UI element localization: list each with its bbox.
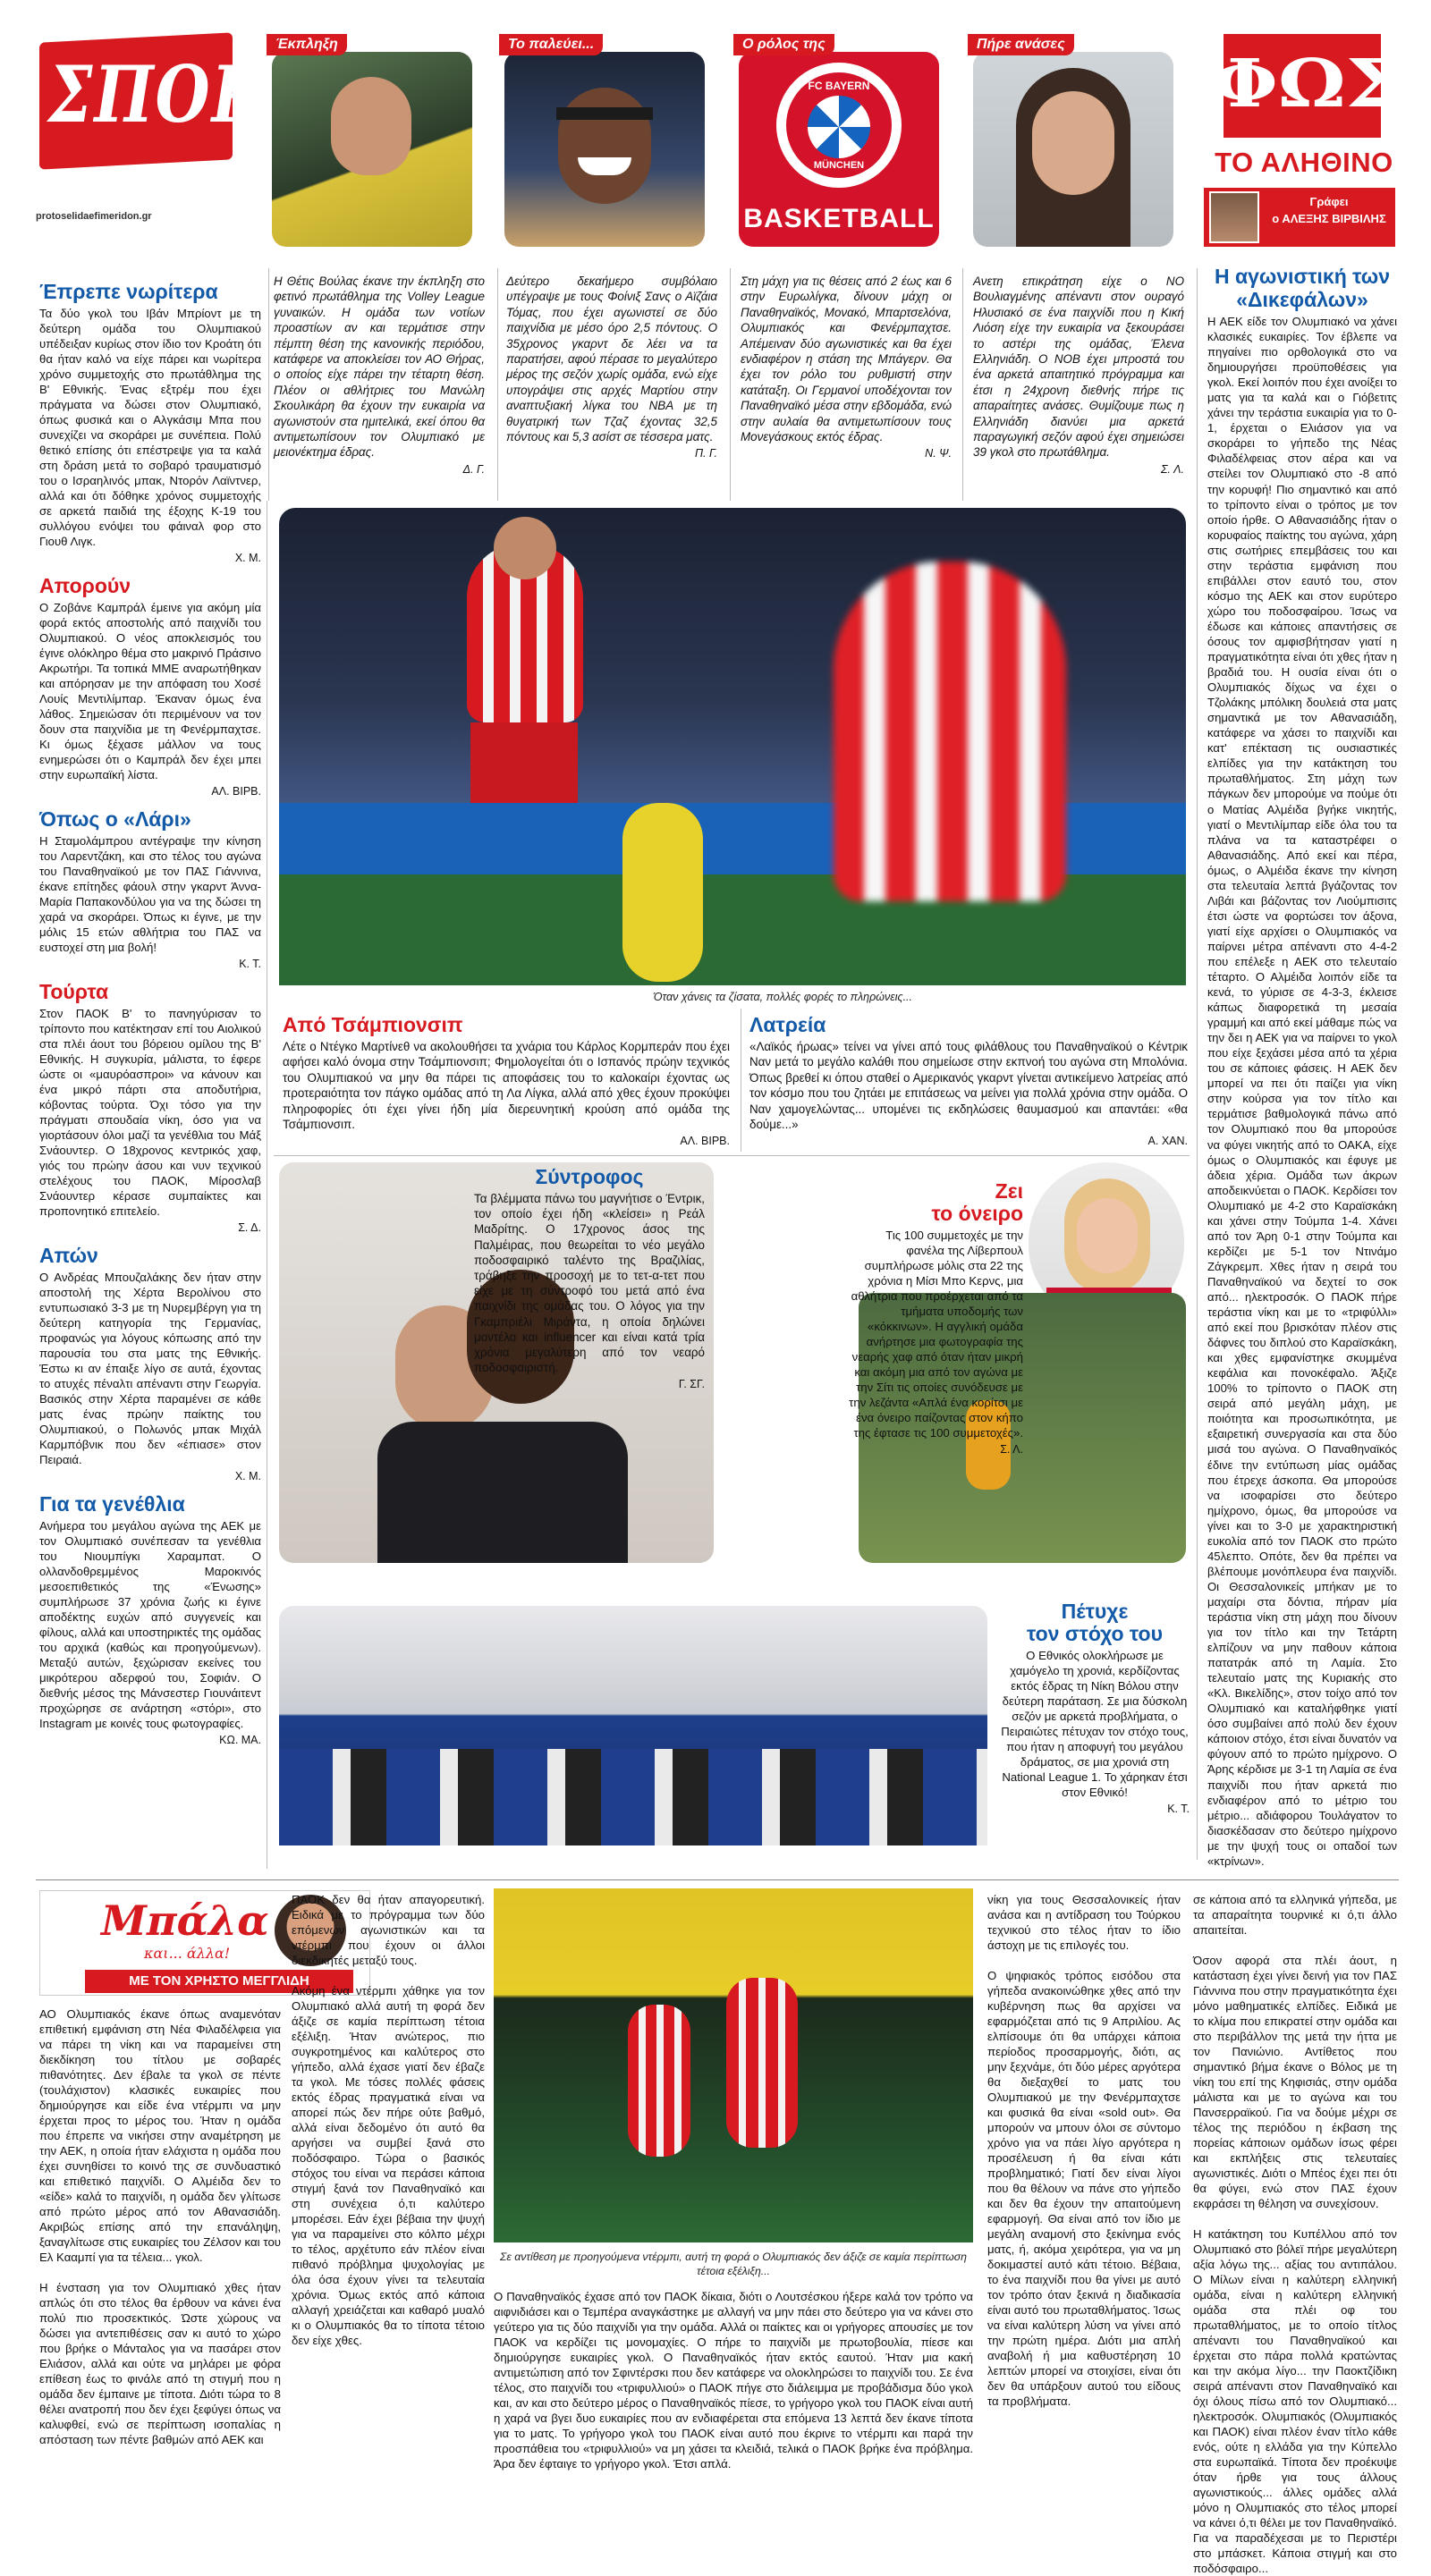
story-body: Τις 100 συμμετοχές με την φανέλα της Λίβερπουλ συμπλήρωσε μόλις στα 22 της χρόνια η Μίσι Μπο Κερνς, μια αθλήτρια που προέρχεται από τα τμήματα υποδομής των «κόκκινων». Η αγγλική ομάδα ανήρτησε μια φωτογραφία της νεαρής χαφ από όταν ήταν μικρή και ακόμη μια από τον αγώνα με την Σίτι τις οποίες συνόδευσε με την λεζάντα «Απλά ένα κορίτσι με ένα όνειρο παίζοντας στον κήπο της έφτασε τις 100 συμμετοχές». xyxy=(849,1229,1023,1440)
olympiacos-player-photo xyxy=(279,508,1186,985)
story-signature: Σ. Λ. xyxy=(1160,462,1184,476)
story-body: «Λαϊκός ήρωας» τείνει να γίνει από τους φιλάθλους του Παναθηναϊκού ο Κέντρικ Ναν μετά το μεγάλο καλάθι που σημείωσε στην εκπνοή του αγώνα στη Μπολόνια. Όπως βρεθεί κι όπου σταθεί ο Αμερικανός γκαρντ γίνεται αντικείμενο λατρείας από τον κόσμο που του ζητάει με επιτάσεως να μείνει για πολλά χρόνια στην ομάδα. Ο Ναν χαμογελώντας... υπομένει τις εκδηλώσεις θαυμασμού και απαντάει: «θα δούμε...» xyxy=(749,1040,1188,1132)
right-column-story xyxy=(1207,265,1397,1869)
story-body: Η ΑΕΚ είδε τον Ολυμπιακό να χάνει κλασικές ευκαιρίες. Τον έβλεπε να πηγαίνει πιο ορθολογικά στο να δημιουργήσει προϋποθέσεις για γκολ. Εκεί λοιπόν που έχει ανοίξει το ματς για τα καλά και ο Γιόβετιτς χάνει την τεράστια ευκαιρία για το 0-1, έρχεται ο Ελιάσον για να σκοράρει το γήπεδο της Νέας Φιλαδέλφειας στον αέρα και να στείλει τον Ολυμπιακό στο -8 από την κορυφή! Πιο σημαντικό και από το τρίποντο είναι ο τρόπος με τον οποίο ήρθε. Ο Αθανασιάδης ήταν ο κορυφαίος παίκτης του αγώνα, χάρη στις σωτήριες επεμβάσεις του και στην τεράστια εμφάνιση που επιβάλλει στον εαυτό του, στον κόσμο της ΑΕΚ και στον ευρύτερο χώρο του ποδοσφαίρου. Ίσως να έδωσε και κάποιες απαντήσεις σε όσους τον αμφισβήτησαν γιατί η πραγματικότητα είναι ότι χθες ήταν η βραδιά του. Η ουσία είναι ότι ο Ολυμπιακός δίχως να έχει ο Τζολάκης μπόλικη δουλειά στα ματς σημαντικά με τον Αθανασιάδη, κατάφερε να χάσει το παιχνίδι και κατ' επέκταση τις ουσιαστικές ελπίδες για την κατάκτηση του πρωταθλήματος. Στη μάχη των πάγκων δεν μπορούμε να πούμε ότι ο Ματίας Αλμέιδα βγήκε νικητής, γιατί ο Μεντιλίμπαρ είδε όλα του τα πλάνα να τα καταστρέφει ο Αθανασιάδης. Από εκεί και πέρα, όμως, ο Αλμέιδα έκανε την κίνηση στα τελευταία λεπτά βγάζοντας τον Λιβάι και βάζοντας τον Λιούμπισιτς έτσι ώστε να φορτώσει τον άξονα, γιατί είχε αρχίσει ο Ολυμπιακός να παίρνει μέτρα απέναντι στο 4-4-2 που επέλεξε η ΑΕΚ στο τελευταίο τέταρτο. Ο Αλμέιδα λοιπόν είδε τα κενά, το γύρισε σε 4-3-3, έκλεισε κάπως διαφορετικά τη μεσαία γραμμή και από εκεί μάθαμε πώς να την δει η ΑΕΚ για να παίρνει το γκολ που είχε ξεχάσει μέσα από τα χέρια του σε κάποιες φάσεις. Η ΑΕΚ δεν μπορεί να πει ότι παίζει για νίκη στην κούρσα για τον τίτλο και τερμάτισε βαθμολογικά πάνω από τον Ολυμπιακό που θα μπορούσε να φύγει νικητής από το ΟΑΚΑ, είχε όμως ο Ολυμπιακός και έφυγε με άδεια χέρια. Ομάδα των άκρων αποδεικνύεται ο ΠΑΟΚ. Κερδίσει τον Ολυμπιακό με 4-2 στο Καραϊσκάκη και χάνει στην Τούμπα 1-4. Χάνει από τον Άρη 0-1 στην Τούμπα και κερδίζει με 5-1 τον Ντινάμο Ζάγκρεμπ. Χθες ήταν η σειρά του Παναθηναϊκού να δεχτεί το σοκ από... ηλεκτροσόκ. Ο ΠΑΟΚ πήρε τεράστια νίκη και με το «τριφύλλι» από εκεί που βρισκόταν πλέον στις δάφνες του διπλού στο Καραϊσκάκη, και χθες εμφανίστηκε σκυμμένα κεφάλια και πονοκέφαλο. Άξιζε 100% το τρίποντο ο ΠΑΟΚ στη σειρά από μεγάλη μάχη, με ποιότητα και προσωπικότητα, με εξαιρετική συνεργασία και στα δύο μισά του αγώνα. Ο Παναθηναϊκός έδινε την εντύπωση μίας ομάδας που έτρεχε άσκοπα. Θα μπορούσε να ισοφαρίσει στο δεύτερο ημίχρονο, όμως, θα μπορούσε να γίνει και το 3-0 με χαρακτηριστική ευκολία από τον ΠΑΟΚ στο πρώτο 45λεπτο. Οπότε, δεν θα πρέπει να βλέπουμε μονόπλευρα ένα παιχνίδι. Οι Θεσσαλονικείς μπήκαν με το μαχαίρι στα δόντια, πήραν μία τεράστια νίκη στη μάχη που δίνουν για τον τίτλο και την Τετάρτη ελπίζουν να μην παθουν κάποια πατατράκ από τη Λαμία. Στο τελευταίο ματς της Κυριακής στο «Κλ. Βικελίδης», στον τοίχο από τον Ολυμπιακό και καταλήφθηκε γιατί όσο συμβαίνει από πολύ δεν έχουν κάποιον στόχο, έτσι είναι δυνατόν να φύγουν από το πρώτο ημίχρονο. Ο Άρης κέρδισε με 3-1 τη Λαμία σε ένα παιχνίδι που ήταν αρκετά πιο ενδιαφέρον από το μέτριο του μέτριο... αδιάφορου Τουλάγατον το διασκέδασαν στο δεύτερο ημίχρονο με την ψυχή τους οι οπαδοί των «κτρίνων». xyxy=(1207,315,1397,1868)
brief-4 xyxy=(39,981,261,1236)
bottom-col-3 xyxy=(494,2289,973,2470)
columnist-box xyxy=(1204,188,1395,247)
story-title-2: τον στόχο του xyxy=(1027,1622,1163,1645)
basketball-label: BASKETBALL xyxy=(743,204,935,233)
story-title: Από Τσάμπιονσιπ xyxy=(283,1013,463,1036)
source-url: protoselidaefimeridon.gr xyxy=(36,211,152,222)
story-syntrofos xyxy=(474,1166,705,1393)
brief-signature: Χ. Μ. xyxy=(234,1470,261,1482)
brief-body: Ο Ζοβάνε Καμπράλ έμεινε για ακόμη μία φορά εκτός αποστολής από παιχνίδι του Ολυμπιακού. Ο νέος αποκλεισμός του έγινε ολόκληρο θέμα στο μακρινό Πράσινο Ακρωτήρι. Τα τοπικά ΜΜΕ αναρωτήθηκαν και απόρησαν με την απόφαση του Χοσέ Λουίς Μεντιλίμπαρ. Έκαναν όμως ένα λάθος. Σημειώσαν ότι περιμένουν να τον δουν στα παιχνίδια με τη Φενέρμπαχτσε. Κι όμως ξέχασε μάλλον να τους ενημερώσει ότι ο Καμπράλ δεν έχει μπει στην ευρωπαϊκή λίστα. xyxy=(39,601,261,781)
top-story-3 xyxy=(741,274,952,462)
brief-5 xyxy=(39,1245,261,1484)
top-card-1 xyxy=(267,34,485,263)
story-petyxe xyxy=(1000,1600,1190,1817)
bottom-col-2 xyxy=(292,1892,485,2348)
brief-signature: ΑΛ. ΒΙΡΒ. xyxy=(211,785,261,798)
brief-title: Απών xyxy=(39,1244,98,1267)
story-signature: Ν. Ψ. xyxy=(925,447,952,460)
fos-subtitle: ΤΟ ΑΛΗΘΙΝΟ xyxy=(1215,147,1393,178)
big-photo-caption: Όταν χάνεις τα ζίσατα, πολλές φορές το πληρώνεις... xyxy=(653,991,912,1003)
brief-signature: ΚΩ. ΜΑ. xyxy=(219,1734,261,1746)
column-body: ΑΟ Ολυμπιακός έκανε όπως αναμενόταν επιθετική εμφάνιση στη Νέα Φιλαδέλφεια για να πάρει τη νίκη και να παραμείνει στη διεκδίκηση του τίτλου με σοβαρές πιθανότητες. Δεν έβαλε τα γκολ σε πέντε (τουλάχιστον) κλασικές ευκαιρίες που δημιούργησε και είδε ένα ντέρμπι να μην έρχεται προς το μέρος του. Ήταν η ομάδα που έπρεπε να νικήσει στην αναμέτρηση με την ΑΕΚ, η οποία ήταν ελάχιστα η ομάδα που έχει συνηθίσει το κοινό της σε συνδυαστικό και επιθετικό παιχνίδι. Ο Αλμέιδα δεν το «είδε» καλά το παιχνίδι, η ομάδα δεν γλίτωσε από πρώτο μέρος από τον Αθανασιάδη. Ακριβώς επίσης από την επανάληψη, ξαναγλίτωσε στις ευκαιρίες του Ζέλσον και του Ελ Κααμπί για τα τέλεια... γκολ. Η ένσταση για τον Ολυμπιακό χθες ήταν απλώς ότι στο τέλος θα έρθουν να κάνει ένα πολύ πιο προσεκτικός. Ώστε χώρους να δώσει για αντεπιθέσεις σαν κι αυτό το χώρο που βρήκε ο Μάνταλος για να πασάρει στον Ελιάσον, αλλά και ούτε να μηλάρει με φόρα επίθεση έως το φινάλε από τη στιγμή που η ομάδα δεν έμπαινε με τίποτα. Διότι τώρα το 8 θέλει ανατροπή που δεν έχει ξεφύγει όπως να καλυφθεί, ενώ σε περίπτωση ισοπαλίας η απόσταση των πέντε βαθμών από ΑΕΚ και xyxy=(39,2007,281,2446)
section-title: ΣΠΟΡ xyxy=(48,47,261,141)
top-card-2 xyxy=(499,34,717,263)
story-title-1: Ζει xyxy=(995,1179,1023,1203)
brief-title: Τούρτα xyxy=(39,980,109,1003)
brief-1 xyxy=(39,281,261,566)
story-body: Ανετη επικράτηση είχε ο ΝΟ Βουλιαγμένης απέναντι στον ουραγό Ηλυσιακό σε ένα παιχνίδι που η Κική Λιόση είχε την ευκαιρία να ξεκουράσει το αστέρι της ομάδας, Έλενα Ελληνιάδη. Ο ΝΟΒ έχει μπροστά του ένα αρκετά απαιτητικό πρόγραμμα και έτσι η 24χρονη διεθνής πήρε τις απαραίτητες ανάσες. Θυμίζουμε πως η Ελληνιάδη διανύει μια αρκετά παραγωγική σεζόν αφού έχει σημειώσει 39 γκολ στο πρωτάθλημα. xyxy=(973,274,1184,460)
brief-title: Έπρεπε νωρίτερα xyxy=(39,280,218,303)
story-body: Λέτε ο Ντέγκο Μαρτίνεθ να ακολουθήσει τα χνάρια του Κάρλος Κορμπεράν που έχει αφήσει καλό όνομα στην Τσάμπιονσιπ; Φημολογείται ότι ο Ισπανός πρώην τεχνικός του Ολυμπιακού να μην θα πάρει τις αποφάσεις του το καλοκαίρι έχοντας ως προτεραιότητα τον πάγκο ομάδας από τη Λα Λίγκα, αλλά από χθες έχουν προκύψει πληροφορίες ότι έχει γίνει ήδη μία διερευνητική κρούση από ομάδα της Τσάμπιονσιπ. xyxy=(283,1040,730,1132)
story-signature: Γ. ΣΓ. xyxy=(678,1378,705,1391)
column-body: νίκη για τους Θεσσαλονικείς ήταν ανάσα και η αντίδραση του Τούρκου τεχνικού στο τέλος ήταν το ίδιο άστοχη με τις επιλογές του. Ο ψηφιακός τρόπος εισόδου στα γήπεδα ανακοινώθηκε χθες από την κυβέρνηση πως θα αρχίσει να εφαρμόζεται από τις 9 Απριλίου. Ας ελπίσουμε ότι θα υπάρχει κάποια περίοδος προσαρμογής, διότι, ας μην ξεχνάμε, ότι δύο μέρες αργότερα θα διεξαχθεί το ματς του Ολυμπιακού με την Φενέρμπαχτσε και φυσικά θα είναι «sold out». Θα μπορούν να μπουν όλοι σε σύντομο χρόνο για να πάει λίγο αργότερα η προσέλευση ή θα είναι κάτι προβληματικό; Γιατί δεν είναι λίγοι που θα θέλουν να πάνε στο γήπεδο και δεν θα έχουν την απαιτούμενη εφαρμογή. Θα είναι από τον ίδιο με μεγάλη αναμονή στο ξεκίνημα ενός ματς, ή, ακόμα χειρότερα, για να μη δοκιμαστεί αυτό κάτι τέτοιο. Βέβαια, το ένα παιχνίδι που θα γίνει με αυτό τον τρόπο όταν ξεκινά η διαδικασία είναι αυτό του πρωταθλήματος. Ίσως να είναι καλύτερη λύση να γίνει από την πρώτη ημέρα. Διότι μια απλή αναβολή ή μια καθυστέρηση 10 λεπτών μπορεί να στοιχίσει, είναι ότι δεν θα υπάρξουν αυτού του είδους τα προβλήματα. xyxy=(987,1893,1181,2408)
fos-title: ΦΩΣ xyxy=(1211,46,1400,122)
column-body: Ο Παναθηναϊκός έχασε από τον ΠΑΟΚ δίκαια, διότι ο Λουτσέσκου ήξερε καλά τον τρόπο να αιφνιδιάσει και ο Τεμπέρα αναγκάστηκε με αλλαγή να μην πάει στο δεύτερο για να κάνει στο γεύτερο για τις δύο παιχνίδι για την ομάδα. Αλλά οι παίκτες και οι γρήγορες απουσίες με τον ΠΑΟΚ να κερδίζει τις μονομαχίες. Ο πήρε το παιχνίδι με πρωτοβουλία, πίεσε και δημιούργησε ευκαιρίες γκολ. Ο Παναθηναϊκός ήταν εκτός εαυτού. Ήταν μια κακή αντιμετώπιση από τον Σφιντέρσκι που δεν κατάφερε να ολοκληρώσει το παιχνίδι του. Σε ένα τέλος, στο παιχνίδι του «τριφυλλιού» ο ΠΑΟΚ πήγε στο διάλειμμα με προβάδισμα δύο γκολ και, αν και στο δεύτερο μέρος ο Παναθηναϊκός πίεσε, το γρήγορο γκολ του ΠΑΟΚ είναι αυτή η χαρά να βγει δυο ευκαιρίες που αν ενδιαφέρεται στα επόμενα 13 λεπτά δεν έκανε τίποτα για το ματς. Το γρήγορο γκολ του ΠΑΟΚ είναι αυτό που έκρινε το ντέρμπι και παρά την προσπάθεια του «τριφυλλιού» να μη χάσει τα κλειδιά, τελικά ο ΠΑΟΚ βρήκε ένα πρόβλημα. Άρα δεν έφταιγε το γρήγορο γκολ. Έτσι απλά. xyxy=(494,2290,973,2470)
top-card-3 xyxy=(733,34,952,263)
story-signature: Α. ΧΑΝ. xyxy=(1147,1135,1188,1148)
story-apo-tsampionsip xyxy=(283,1014,730,1150)
card-tag: Το παλεύει... xyxy=(499,34,603,55)
team-celebration-photo xyxy=(279,1606,987,1845)
card-tag: Ο ρόλος της xyxy=(733,34,834,55)
card-tag: Πήρε ανάσες xyxy=(968,34,1074,55)
bayern-logo-panel xyxy=(739,52,939,247)
story-signature: Σ. Λ. xyxy=(1000,1443,1023,1456)
brief-signature: Χ. Μ. xyxy=(234,552,261,564)
mpala-byline: ΜΕ ΤΟΝ ΧΡΗΣΤΟ ΜΕΓΓΛΙΔΗ xyxy=(85,1970,353,1993)
byline-name: ο ΑΛΕΞΗΣ ΒΙΡΒΙΛΗΣ xyxy=(1272,212,1386,225)
left-column xyxy=(39,281,261,1748)
top-story-4 xyxy=(973,274,1184,477)
story-zei xyxy=(844,1180,1023,1457)
top-story-2 xyxy=(506,274,717,462)
brief-body: Στον ΠΑΟΚ Β' το πανηγύρισαν το τρίποντο που κατέκτησαν επί του Αιολικού στα πλέι άουτ του βόρειου ομίλου της Β' Εθνικής. Η συγκυρία, μάλιστα, το έφερε ώστε οι «μαυρόασπροι» να κάνουν και ένα μικρό πάρτι στα αποδυτήρια, κόβοντας τούρτα. Όχι τόσο για την πράγματι σπουδαία νίκη, όσο για να γιορτάσουν όλοι μαζί τα γενέθλια του Μάξ Σνάουντερ. Ο 18χρονος κεντρικός χαφ, γιός του πρώην άσου και νυν τεχνικού στελέχους του ΠΑΟΚ, Μίροσλαβ Σνάουντερ κέρασε συμπαίκτες και προπονητικό επιτελείο. xyxy=(39,1007,261,1218)
brief-signature: Κ. Τ. xyxy=(239,958,261,970)
brief-signature: Σ. Δ. xyxy=(238,1221,261,1234)
story-title: Σύντροφος xyxy=(535,1165,644,1188)
story-body: Τα βλέμματα πάνω του μαγνήτισε ο Έντρικ, τον οποίο έχει ήδη «κλείσει» η Ρεάλ Μαδρίτης. Ο 17χρονος άσος της Παλμέιρας, που θεωρείται το νέο μεγάλο ποδοσφαιρικό ταλέντο της Βραζιλίας, τράβηξε την προσοχή με το τετ-α-τετ που είχε με τη σύντροφό του μετά από ένα παιχνίδι της ομάδας του. Ο λόγος για την Γκαμπριέλι Μιράντα, η οποία δηλώνει μοντέλο και influencer και είναι κατά τρία χρόνια μεγαλύτερη από τον νεαρό ποδοσφαιριστή. xyxy=(474,1192,705,1375)
bayern-crest-icon xyxy=(776,63,902,188)
crest-text-bottom: MÜNCHEN xyxy=(813,160,865,171)
bottom-col-5 xyxy=(1193,1892,1397,2575)
story-signature: Π. Γ. xyxy=(694,447,717,460)
top-story-1 xyxy=(274,274,485,477)
mpala-logo-sub: και... άλλα! xyxy=(144,1945,231,1962)
story-title: Η αγωνιστική των «Δικεφάλων» xyxy=(1214,265,1391,311)
story-body: Στη μάχη για τις θέσεις από 2 έως και 6 στην Ευρωλίγκα, δίνουν μάχη οι Παναθηναϊκός, Μονακό, Μπαρτσελόνα, Ολυμπιακός και Φενέρμπαχτσε. Απέμειναν δύο αγωνιστικές και θα έχει ενδιαφέρον η στάση της Μπάγερν. Θα έχει τον ρόλο του ρυθμιστή στην κατάταξη. Οι Γερμανοί υποδέχονται τον Παναθηναϊκό μέσα στην εβδομάδα, ενώ στην αυλαία θα αντιμετωπίσουν τους Μονεγάσκους εκτός έδρας. xyxy=(741,274,952,444)
brief-title: Όπως ο «Λάρι» xyxy=(39,807,191,831)
story-body: Δεύτερο δεκαήμερο συμβόλαιο υπέγραψε με τους Φοίνιξ Σανς ο Αϊζάια Τόμας, που έχει αγωνιστεί σε δύο παιχνίδια με μέσο όρο 2,5 πόντους. Ο 35χρονος γκαρντ δε λέει να τα παρατήσει, αφού πέρασε το μεγαλύτερο μέρος της σεζόν χωρίς ομάδα, ενώ είχε υπογράψει στις αρχές Μαρτίου στην αναπτυξιακή λίγκα του NBA με τη θυγατρική των Τζαζ έχοντας 32,5 πόντους και 5,3 ασίστ σε τέσσερα ματς. xyxy=(506,274,717,444)
byline-prefix: Γράφει xyxy=(1309,195,1349,208)
brief-body: Η Σταμολάμπρου αντέγραψε την κίνηση του Λαρεντζάκη, και στο τέλος του αγώνα του Παναθηναϊκού με τον ΠΑΣ Γιάννινα, έκανε επίτηδες φάουλ στην γκαρντ Άννα-Μαρία Παπακονδύλου για να της δώσει τη χαρά να σκοράρει. Όπως κι έγινε, με την μόλις 15 ετών αθλήτρια του ΠΑΣ να ευστοχεί στη μια βολή! xyxy=(39,834,261,954)
athlete-portrait-photo xyxy=(973,52,1173,247)
brief-6 xyxy=(39,1493,261,1748)
story-latreia xyxy=(749,1014,1188,1150)
story-title-2: το όνειρο xyxy=(931,1202,1023,1225)
coach-portrait-photo xyxy=(272,52,472,247)
brief-3 xyxy=(39,808,261,972)
story-body: Η Θέτις Βούλας έκανε την έκπληξη στο φετινό πρωτάθλημα της Volley League γυναικών. Η ομάδα των νοτίων προαστίων αν και τερμάτισε στην πέμπτη θέση της κανονικής περιόδου, κατάφερε να αποκλείσει τον ΑΟ Θήρας, ο οποίος είχε πάρει την τέταρτη θέση. Πλέον οι αθλήτριες του Μανώλη Σκουλικάρη θα έχουν την ευκαιρία να αγωνιστούν στα ημιτελικά, εκεί όπου θα αντιμετωπίσουν τον Ολυμπιακό με μειονέκτημα έδρας. xyxy=(274,274,485,460)
bottom-col-1 xyxy=(39,2006,281,2447)
brief-2 xyxy=(39,575,261,799)
derby-photo-caption: Σε αντίθεση με προηγούμενα ντέρμπι, αυτή τη φορά ο Ολυμπιακός δεν άξιζε σε καμία περίπτωση τέτοια εξέλιξη... xyxy=(500,2251,967,2277)
brief-body: Τα δύο γκολ του Ιβάν Μπρίοντ με τη δεύτερη ομάδα του Ολυμπιακού υπέδειξαν κυρίως στον ίδιο τον Κροάτη ότι θα ήταν καλό να είχε πάρει και νωρίτερα χρόνο συμμετοχής στο πρωτάθλημα της Β' Εθνικής. Ένας εξτρέμ που έχει πράγματα να δώσει στον Ολυμπιακό, όπως φυσικά και ο Αλγκάσιμ Μπα που συνεχίζει να σκοράρει με συνέπεια. Πολύ θετικό επίσης ότι επέστρεψε για τα καλά στη δράση μετά το σοβαρό τραυματισμό του ο Ισραηλινός μπακ, Ντορόν Λαϊντνερ, αλλά και ότι δόθηκε χρόνος συμμετοχής σε αρκετά παιδιά της έξοχης Κ-19 του συλλόγου ενόψει του φάιναλ φορ στο Γιουθ Λιγκ. xyxy=(39,307,261,548)
story-body: Ο Εθνικός ολοκλήρωσε με χαμόγελο τη χρονιά, κερδίζοντας εκτός έδρας τη Νίκη Βόλου στην δεύτερη παράταση. Σε μια δύσκολη σεζόν με αρκετά προβλήματα, ο Πειραιώτες πέτυχαν τον στόχο τους, που ήταν η αποφυγή του μεγάλου δράματος, σε μια χρονιά στη National League 1. Το χάρηκαν έτσι στον Εθνικό! xyxy=(1001,1649,1189,1799)
fos-logo xyxy=(1211,34,1400,138)
columnist-avatar xyxy=(1209,191,1259,243)
sports-section-logo xyxy=(39,32,261,169)
top-card-4 xyxy=(968,34,1186,263)
story-title: Λατρεία xyxy=(749,1013,826,1036)
column-body: σε κάποια από τα ελληνικά γήπεδα, με τα απαραίτητα τουρνικέ κι ό,τι άλλο απαιτείται. Όσον αφορά στα πλέι άουτ, η κατάσταση έχει γίνει δεινή για τον ΠΑΣ Γιάννινα που στην πραγματικότητα έχει μόνο μαθηματικές ελπίδες. Ειδικά με το κλίμα που επικρατεί στην ομάδα και στο περιβάλλον της μετά την ήττα με τον Πανιώνιο. Αντίθετος που σημαντικό βήμα έκανε ο Βόλος με τη νίκη του επί της Κηφισιάς, στην ομάδα μάλιστα και με το αγώνα και του Πανσερραϊκού. Για να δούμε μέχρι σε τέλος της περιόδου η έκβαση της πορείας κάποιων ομάδων ίσως φέρει και εκπλήξεις στις τελευταίες αγωνιστικές. Διότι ο Μπέος έχει πει ότι θα φύγει, ενώ στον ΠΑΣ έχουν εκφράσει τη θέληση να συνεχίσουν. Η κατάκτηση του Κυπέλλου από τον Ολυμπιακό στο βόλεϊ πήρε μεγαλύτερη αξία λόγω της... αξίας του αντιπάλου. Ο Μίλων είναι η καλύτερη ελληνική ομάδα, είναι η καλύτερη ελληνική ομάδα στα πλέι οφ του πρωταθλήματος, με το οποίο τίτλος απέναντι του Παναθηναϊκού και έρχεται στο πάρα πολλά κρατώντας και την ακόμα λίγο... την Παοκτζίδικη σειρά απέναντι στον Παναθηναϊκό και όχι όλους πίσω από τον Ολυμπιακό... ηλεκτροσόκ. Ολυμπιακός (Ολυμπιακός και ΠΑΟΚ) είναι πλέον έναν τίτλο κάθε ενός, ούτε η ελλάδα για την Κύπελλο στα ευρωπαϊκά. Τίποτα δεν προέκυψε όταν ήρθε για τους άλλους αγωνιστικούς... άλλες ομάδες αλλά μόνο η Ολυμπιακός στο τέλος μπορεί να κάνει ό,τι θέλει με τον Παναθηναϊκό. Για να παραδέχεσαι με το Περιστέρι στο μπάσκετ. Κάποια στιγμή και στο ποδόσφαιρο... xyxy=(1193,1893,1397,2575)
mpala-logo-main: Μπάλα xyxy=(101,1896,269,1945)
story-signature: Κ. Τ. xyxy=(1167,1803,1190,1815)
column-body: ΠΑΟΚ δεν θα ήταν απαγορευτική. Ειδικά με το πρόγραμμα των δύο επόμενων αγωνιστικών και τα ντέρμπι που έχουν οι άλλοι διεκδικητές μεταξύ τους. Ακόμη ένα ντέρμπι χάθηκε για τον Ολυμπιακό αλλά αυτή τη φορά δεν άξιζε σε καμία περίπτωση τέτοια εξέλιξη. Ήταν ανώτερος, πιο συγκροτημένος και καλύτερος στο γήπεδο, αλλά έχασε γιατί δεν έβαζε τα γκολ. Με τόσες πολλές φάσεις εκτός έδρας πραγματικά είναι να απορεί πώς δεν πήρε ούτε βαθμό, αλλά είναι δεδομένο ότι αυτό θα αργήσει να συμβεί ξανά στο ποδόσφαιρο. Τώρα ο βασικός στόχος του είναι να περάσει κάποια στιγμή ξανά τον Παναθηναϊκό και στη συνέχεια ό,τι καλύτερο μπορέσει. Εάν έχει βέβαια την ψυχή για να παραμείνει στο κόλπο μέχρι το τέλος, αρχέτυπο εάν πλέον είναι πιθανό πρόβλημα ψυχολογίας με όλα όσα έχουν γίνει τα τελευταία χρόνια. Όμως εκτός από κάποια αλλαγή χρειάζεται και καθαρό μυαλό κι ο Ολυμπιακός θα το τίποτα τέτοιο δεν είχε χθες. xyxy=(292,1893,485,2347)
crest-text-top: FC BAYERN xyxy=(808,80,870,92)
brief-body: Ο Ανδρέας Μπουζαλάκης δεν ήταν στην αποστολή της Χέρτα Βερολίνου στο εντυπωσιακό 3-3 με τη Νυρεμβέργη για τη δεύτερη κατηγορία της Γερμανίας, προφανώς για λόγους κόπωσης από την παρουσία του στα ματς της Εθνικής. Έστω κι αν έπαιξε λίγο σε αυτά, έχοντας το ατυχές πέναλτι απέναντι στην Γεωργία. Βασικός στην Χέρτα παραμένει σε κάθε ματς ένας πρώην παίκτης του Ολυμπιακού, ο Πολωνός μπακ Μιχάλ Καρμπόβνικ που δεν «έπιασε» στον Πειραιά. xyxy=(39,1271,261,1466)
bottom-col-4 xyxy=(987,1892,1181,2409)
derby-photo xyxy=(494,1888,973,2242)
story-signature: Δ. Γ. xyxy=(462,462,485,476)
story-title-1: Πέτυχε xyxy=(1061,1600,1129,1623)
card-tag: Έκπληξη xyxy=(267,34,347,55)
story-signature: ΑΛ. ΒΙΡΒ. xyxy=(680,1135,730,1148)
player-smiling-photo xyxy=(504,52,705,247)
brief-title: Για τα γενέθλια xyxy=(39,1492,185,1516)
brief-title: Απορούν xyxy=(39,574,131,597)
brief-body: Ανήμερα του μεγάλου αγώνα της ΑΕΚ με τον Ολυμπιακό συνέπεσαν τα γενέθλια του Νιουμπίγκι Χαραμπατ. Ο ολλανδοθρεμμένος Μαροκινός μεσοεπιθετικός της «Ένωσης» συμπλήρωσε 37 χρόνια ζωής κι έγινε αποδέκτης ευχών από συγγενείς και φίλους, αλλά και υποστηρικτές της ομάδας του αρχικά (καθώς και προηγούμενων). Μεταξύ αυτών, ξεχώρισαν εκείνες του μικρότερου αδερφού του, Σοφιάν. Ο διεθνής μέσος της Μάνσεστερ Γιουνάιτεντ προχώρησε σε ανάρτηση «στόρι», στο Instagram με κοινές τους φωτογραφίες. xyxy=(39,1519,261,1730)
